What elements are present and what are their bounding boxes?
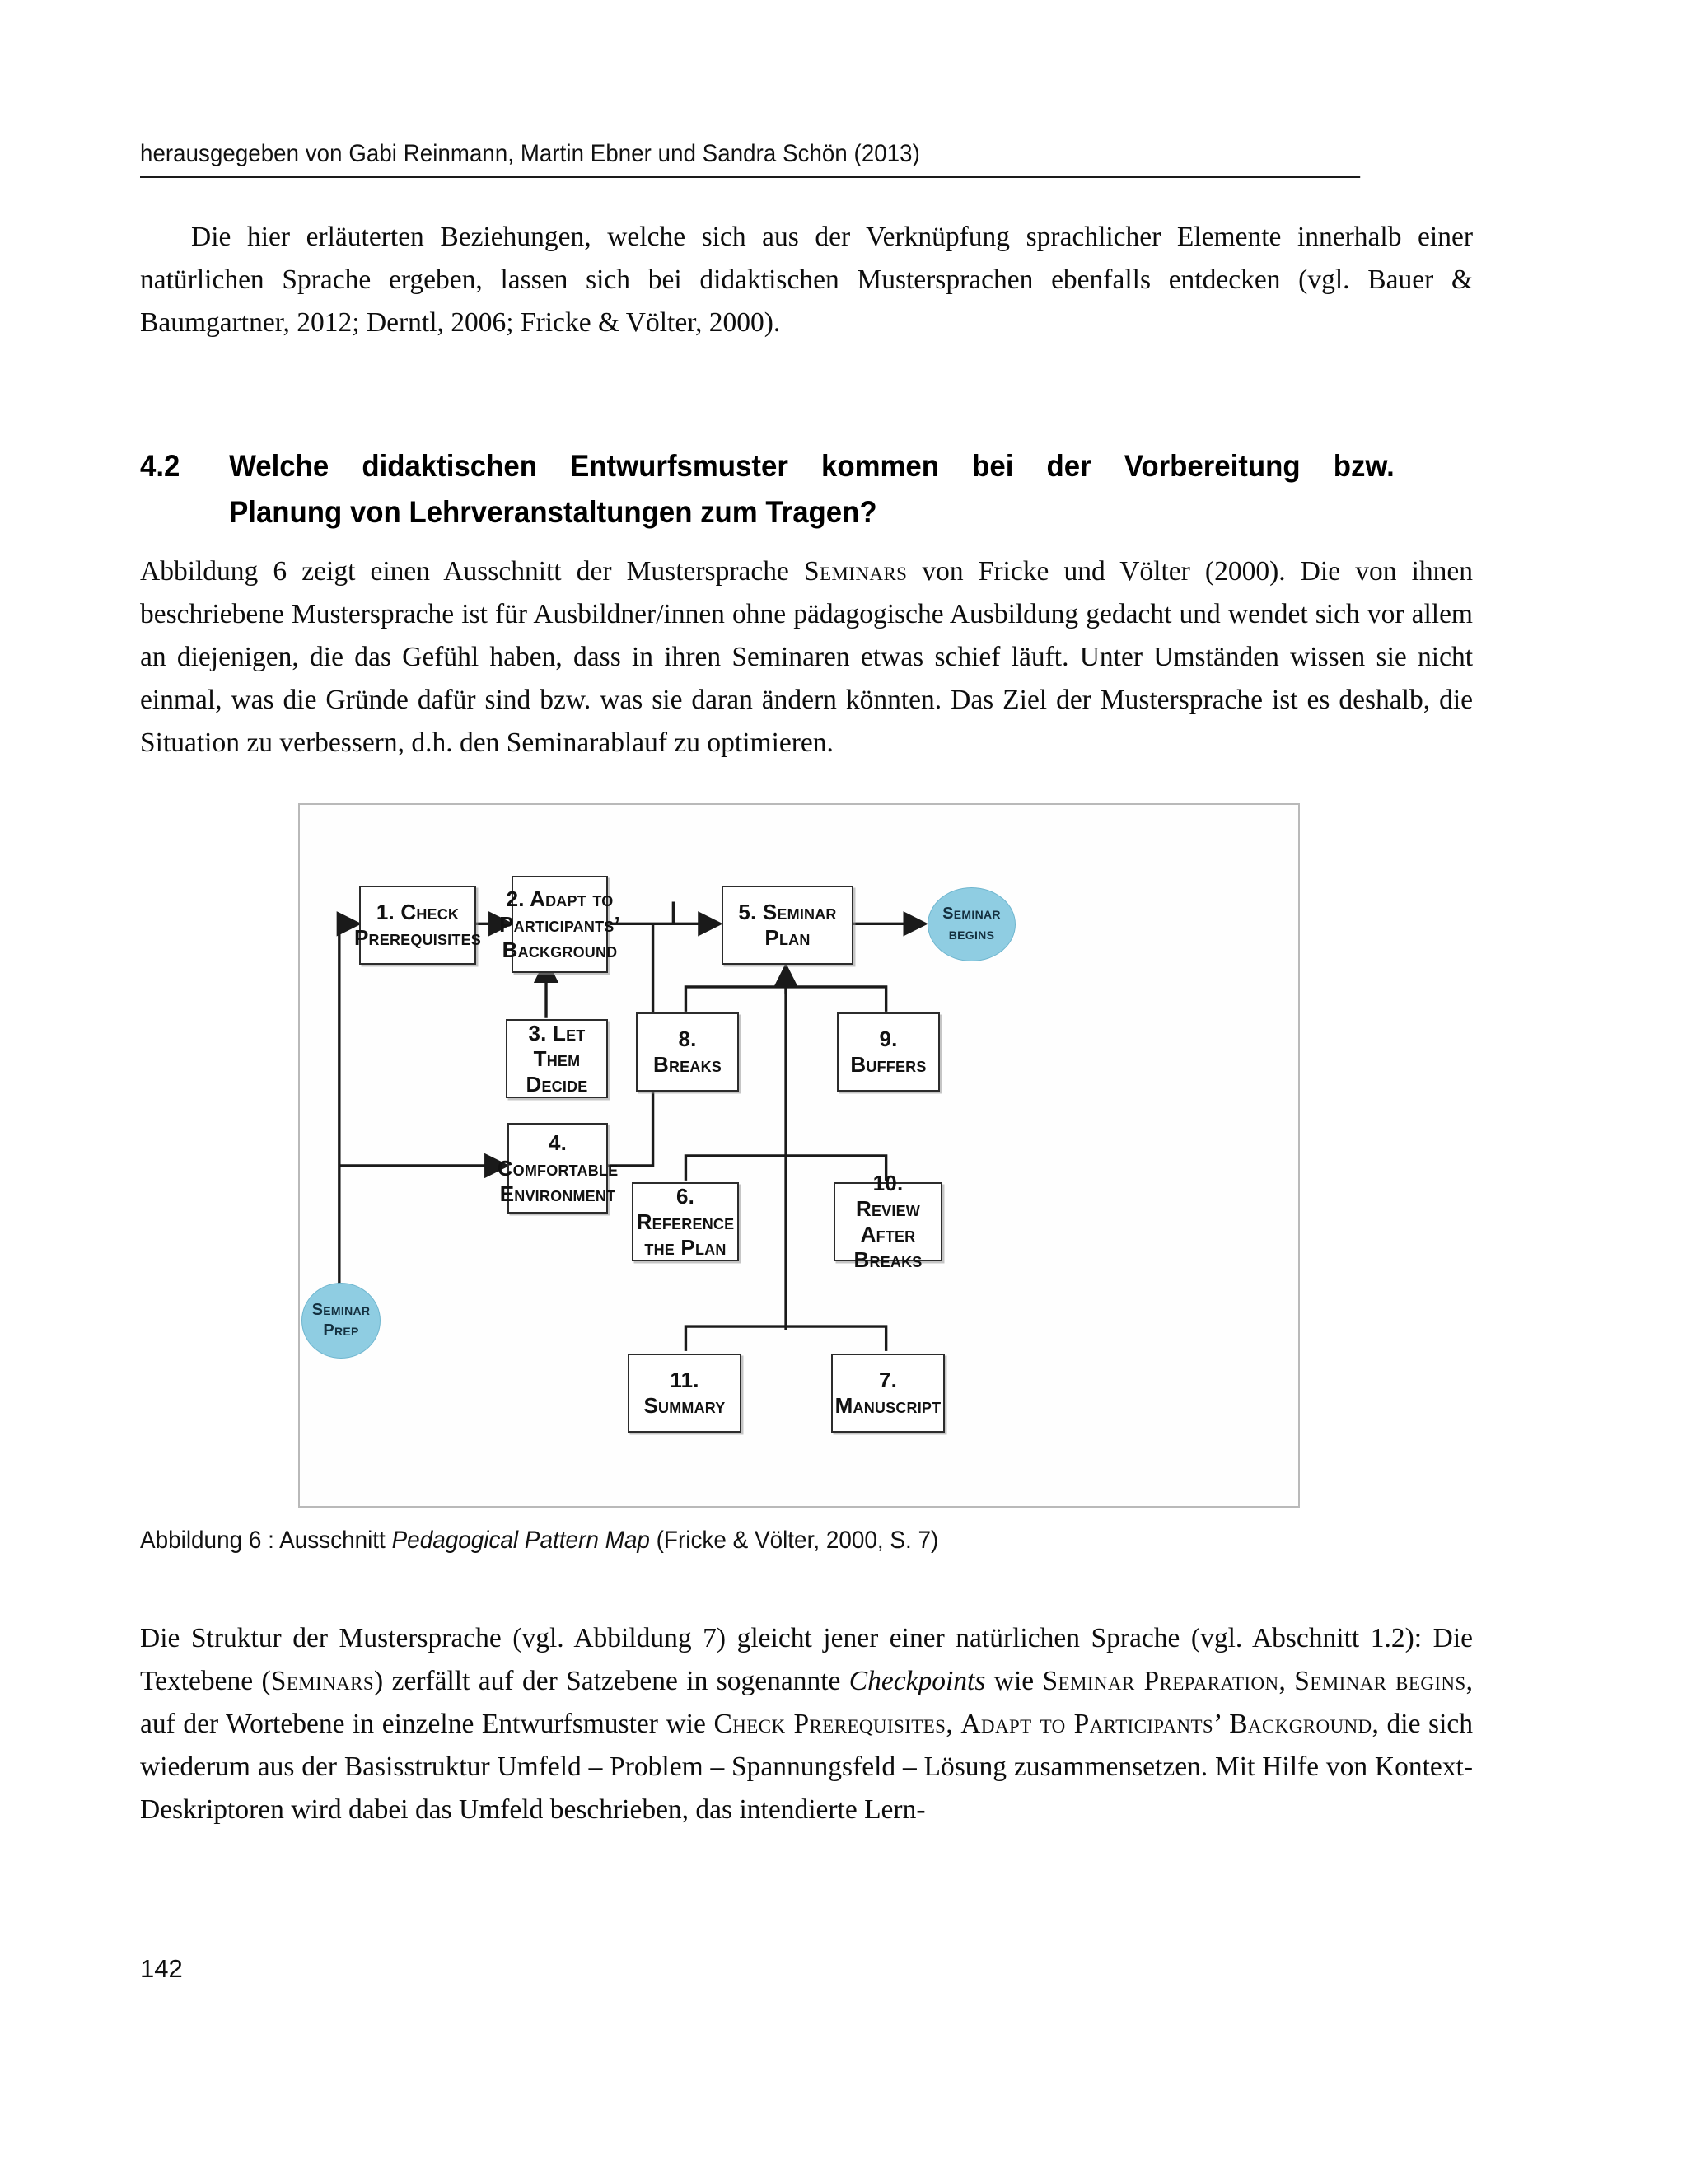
closing-f: ,	[946, 1709, 961, 1739]
body-text-b: von Fricke und Völter (2000). Die von ihnen beschriebene Mustersprache ist für Ausbildner/innen ohne pädagogische Ausbildung gedacht und wendet sich vor allem an diejenigen, die das Gefühl haben, dass in ihren Seminaren etwas schief läuft. Unter Umständen wissen sie nicht einmal, was die Gründe dafür sind bzw. was sie daran ändern könnten. Das Ziel der Mustersprache ist es deshalb, die Situation zu verbessern, d.h. den Seminarablauf zu optimieren.	[140, 556, 1473, 758]
node-let-them-decide[interactable]	[506, 1019, 608, 1098]
node-line: After Breaks	[853, 1222, 923, 1272]
body-paragraph	[140, 550, 1473, 765]
section-title	[229, 443, 1395, 535]
node-line: 7. Manuscript	[834, 1368, 942, 1418]
node-line: 1. Check	[376, 900, 460, 924]
node-line: 8. Breaks	[653, 1027, 722, 1077]
closing-g: , die sich wiederum aus der Basisstruktur Umfeld – Problem – Spannungsfeld – Lösung zusammensetzen. Mit Hilfe von Kontext-Deskriptoren wird dabei das Umfeld beschrieben, das intendierte Lern-	[140, 1709, 1474, 1825]
page-number: 142	[140, 1954, 183, 1983]
node-manuscript[interactable]	[831, 1354, 945, 1433]
figure-pedagogical-pattern-map	[298, 803, 1300, 1508]
node-line: Prerequisites	[354, 925, 481, 950]
ellipse-line: Seminar	[942, 905, 1001, 923]
node-review-after-breaks[interactable]	[834, 1171, 942, 1272]
small-caps-seminar-preparation: Seminar Preparation	[1042, 1666, 1279, 1696]
node-seminar-plan[interactable]	[722, 886, 853, 965]
node-adapt-to-participants-background[interactable]	[499, 876, 620, 973]
closing-paragraph	[140, 1617, 1473, 1831]
ellipse-seminar-begins[interactable]	[928, 887, 1016, 961]
ellipse-line: Prep	[323, 1321, 359, 1340]
node-line: 10. Review	[856, 1171, 920, 1221]
ellipse-seminar-prep[interactable]	[301, 1283, 381, 1359]
node-line: 3. Let Them	[528, 1020, 586, 1071]
node-line: Environment	[499, 1181, 616, 1206]
node-reference-the-plan[interactable]	[632, 1182, 739, 1261]
small-caps-adapt-to-participants: Adapt to Participants’ Background	[960, 1709, 1372, 1739]
node-line: Comfortable	[497, 1155, 619, 1181]
section-heading	[140, 443, 1395, 535]
node-breaks[interactable]	[636, 1012, 739, 1092]
closing-c: wie	[985, 1666, 1043, 1696]
node-check-prerequisites[interactable]	[354, 886, 481, 965]
node-summary[interactable]	[628, 1354, 741, 1433]
node-line: Decide	[526, 1071, 588, 1097]
running-header: herausgegeben von Gabi Reinmann, Martin Ebner und Sandra Schön (2013)	[140, 140, 1360, 178]
ellipse-line: begins	[948, 925, 995, 943]
figure-caption	[140, 1527, 1381, 1555]
node-line: the Plan	[644, 1234, 727, 1260]
section-number: 4.2	[140, 449, 180, 483]
italic-checkpoints: Checkpoints	[848, 1666, 986, 1696]
node-line: 6. Reference	[636, 1183, 735, 1234]
small-caps-check-prerequisites: Check Prerequisites	[713, 1709, 946, 1739]
node-line: 5. Seminar	[738, 900, 837, 924]
node-buffers[interactable]	[837, 1012, 940, 1092]
caption-prefix: Abbildung 6 : Ausschnitt	[140, 1527, 392, 1554]
node-line: Participants’	[499, 911, 620, 937]
small-caps-seminars: Seminars	[803, 556, 908, 587]
node-comfortable-environment[interactable]	[497, 1123, 619, 1214]
node-line: 2. Adapt to	[506, 886, 614, 911]
section-title-line-1: Welche didaktischen Entwurfsmuster kommen bei der Vorbereitung bzw.	[229, 449, 1395, 483]
node-line: Background	[502, 937, 618, 962]
ellipse-line: Seminar	[311, 1301, 371, 1319]
node-line: Plan	[764, 925, 811, 950]
closing-e: , auf der Wortebene in einzelne Entwurfsmuster wie	[140, 1666, 1474, 1739]
body-text-a: Abbildung 6 zeigt einen Ausschnitt der Mustersprache	[140, 556, 804, 587]
node-line: 4.	[548, 1129, 568, 1155]
closing-b: ) zerfällt auf der Satzebene in sogenannte	[374, 1666, 849, 1696]
intro-paragraph: Die hier erläuterten Beziehungen, welche sich aus der Verknüpfung sprachlicher Elemente innerhalb einer natürlichen Sprache ergeben, lassen sich bei didaktischen Mustersprachen ebenfalls entdecken (vgl. Bauer & Baumgartner, 2012; Derntl, 2006; Fricke & Völter, 2000).	[140, 222, 1473, 338]
node-line: 9. Buffers	[850, 1027, 927, 1077]
caption-suffix: (Fricke & Völter, 2000, S. 7)	[649, 1527, 939, 1554]
small-caps-seminars-2: Seminars	[270, 1666, 375, 1696]
closing-a: Die Struktur der Mustersprache (vgl. Abbildung 7) gleicht jener einer natürlichen Sprache (vgl. Abschnitt 1.2): Die Textebene (	[140, 1623, 1473, 1696]
section-title-line-2: Planung von Lehrveranstaltungen zum Tragen?	[229, 495, 877, 529]
node-line: 11. Summary	[643, 1368, 726, 1418]
small-caps-seminar-begins: Seminar begins	[1294, 1666, 1466, 1696]
caption-italic-title: Pedagogical Pattern Map	[391, 1527, 650, 1554]
closing-d: ,	[1278, 1666, 1295, 1696]
